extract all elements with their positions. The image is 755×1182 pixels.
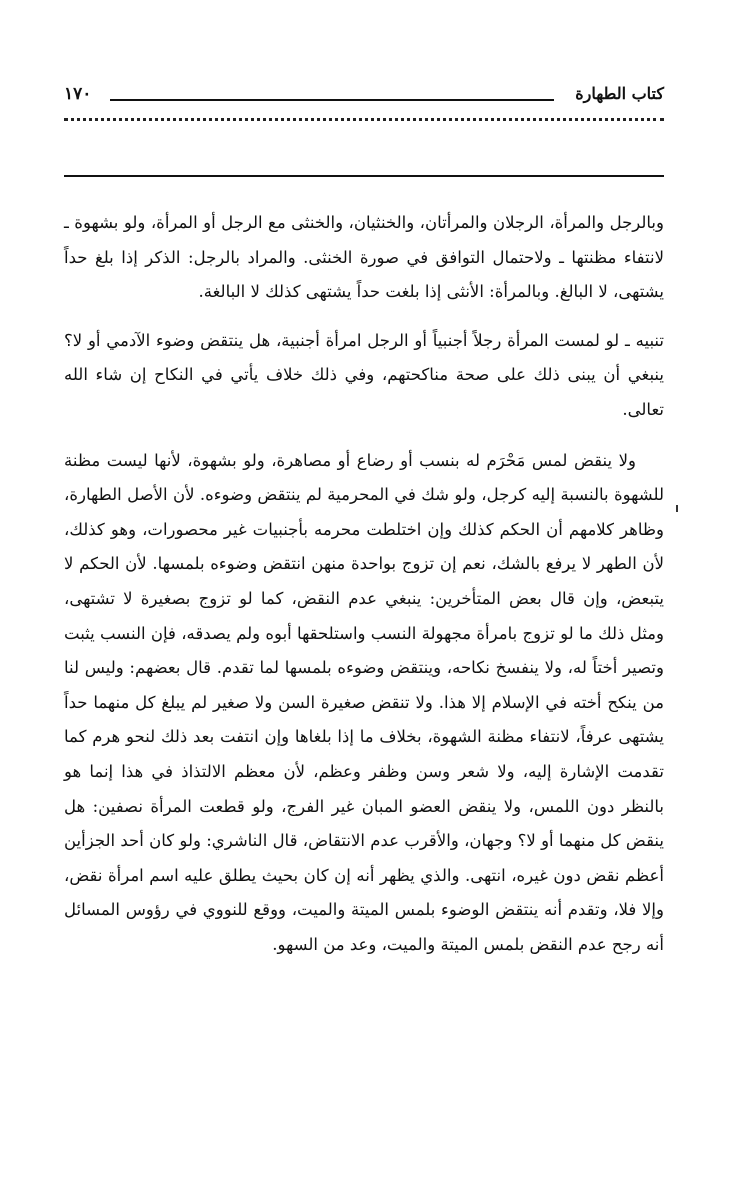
paragraph: تنبيه ـ لو لمست المرأة رجلاً أجنبياً أو الرجل امرأة أجنبية، هل ينتقض وضوء الآدمي أو لا؟ ينبغي أن يبنى ذلك على صحة مناكحتهم، وفي ذلك خلاف يأتي في النكاح إن شاء الله تعالى. [64,330,664,419]
margin-mark [676,505,678,512]
page-header [64,84,664,114]
page-body [64,206,664,962]
paragraph: ولا ينقض لمس مَحْرَم له بنسب أو رضاع أو مصاهرة، ولو بشهوة، لأنها ليست مظنة للشهوة بالنسبة إليه كرجل، ولو شك في المحرمية لم ينتقض وضوءه. لأن الأصل الطهارة، وظاهر كلامهم أن الحكم كذلك وإن اختلطت محرمه بأجنبيات غير محصورات، وهو كذلك، لأن الطهر لا يرفع بالشك، نعم إن تزوج بواحدة منهن انتقض وضوءه بلمسها. لأن الحكم لا يتبعض، وإن قال بعض المتأخرين: ينبغي عدم النقض، كما لو تزوج بصغيرة لا تشتهى، ومثل ذلك ما لو تزوج بامرأة مجهولة النسب واستلحقها أبوه ولم يصدقه، فإن النسب يثبت وتصير أختاً له، ولا ينفسخ نكاحه، وينتقض وضوءه بلمسها لما تقدم. قال بعضهم: وليس لنا من ينكح أخته في الإسلام إلا هذا. ولا تنقض صغيرة السن ولا صغير لم يبلغ كل منهما حداً يشتهى عرفاً، لانتفاء مظنة الشهوة، بخلاف ما إذا بلغاها وإن انتفت بعد ذلك لنحو هرم كما تقدمت الإشارة إليه، ولا شعر وسن وظفر وعظم، لأن معظم الالتذاذ في هذا إنما هو بالنظر دون اللمس، ولا ينقض العضو المبان غير الفرج، ولو قطعت المرأة نصفين: هل ينقض كل منهما أو لا؟ وجهان، والأقرب عدم الانتقاض، قال الناشري: ولو كان أحد الجزأين أعظم نقض دون غيره، انتهى. والذي يظهر أنه إن كان بحيث يطلق عليه اسم امرأة نقض، وإلا فلا، وتقدم أنه ينتقض الوضوء بلمس الميتة والميت، ووقع للنووي في رؤوس المسائل أنه رجح عدم النقض بلمس الميتة والميت، وعد من السهو. [64,450,664,954]
book-title: كتاب الطهارة [575,84,664,103]
page-number: ١٧٠ [64,84,92,104]
header-rule [110,99,554,101]
paragraph: وبالرجل والمرأة، الرجلان والمرأتان، والخنثيان، والخنثى مع الرجل أو المرأة، ولو بشهوة ـ لانتفاء مظنتها ـ ولاحتمال التوافق في صورة الخنثى. والمراد بالرجل: الذكر إذا بلغ حداً يشتهى، لا البالغ. وبالمرأة: الأنثى إذا بلغت حداً يشتهى كذلك لا البالغة. [64,213,664,302]
section-rule [64,175,664,177]
dotted-separator [64,118,664,131]
